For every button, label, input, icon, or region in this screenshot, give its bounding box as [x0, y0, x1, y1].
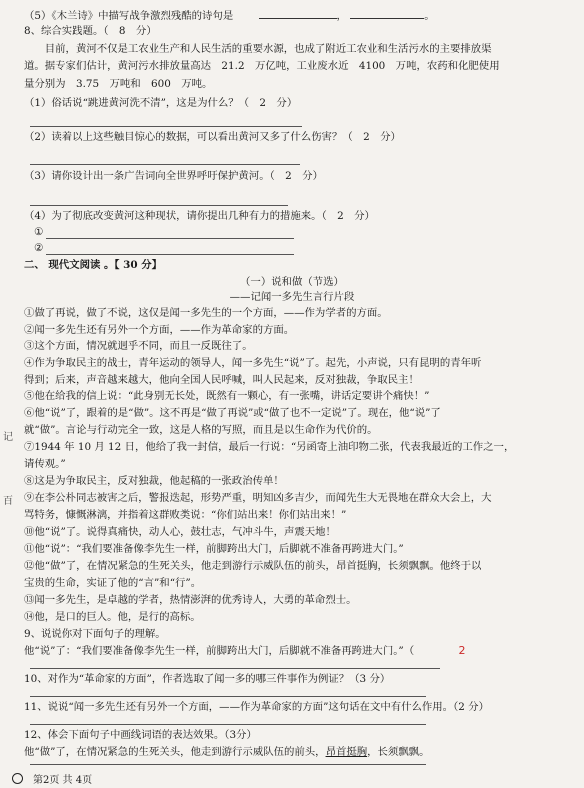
passage-line: ⑫他“做”了，在情况紧急的生死关头，他走到游行示威队伍的前头，昂首挺胸，长须飘飘。他终于以: [24, 560, 482, 572]
passage-line: 骂特务，慷慨淋漓，并指着这群败类说：“你们站出来！你们站出来！”: [24, 509, 347, 521]
q11-text: 11、说说“闻一多先生还有另外一个方面，——作为革命家的方面”这句话在文中有什么作用。（2 分）: [24, 701, 489, 713]
q5-sep: ，: [336, 10, 347, 22]
q8-title: 8、综合实践题。（ 8 分）: [24, 25, 157, 37]
margin-mark: 记: [3, 432, 13, 443]
q11-answer-line[interactable]: [30, 724, 426, 725]
q12-sentence-post: ，长须飘飘。: [367, 746, 430, 758]
passage-line: 得到；后来，声音越来越大，他向全国人民呼喊，叫人民起来，反对独裁，争取民主！: [24, 374, 419, 386]
passage-line: ⑧这是为争取民主，反对独裁，他起稿的一张政治传单！: [24, 475, 284, 487]
q8-para-line-1: 目前，黄河不仅是工农业生产和人民生活的重要水源，也成了附近工农业和生活污水的主要排放渠: [24, 43, 492, 55]
q8-sub-2: （2）读着以上这些触目惊心的数据，可以看出黄河又多了什么伤害？（ 2 分）: [24, 131, 401, 143]
page-footer: [12, 771, 92, 786]
passage-line: 就“做”。言论与行动完全一致，这是人格的写照，而且是以生命作为代价的。: [24, 424, 378, 436]
margin-mark: 百: [3, 496, 13, 507]
passage-line: ⑭他，是口的巨人。他，是行的高标。: [24, 611, 201, 623]
q5-end: 。: [424, 10, 435, 22]
passage-line: ⑬闻一多先生，是卓越的学者，热情澎湃的优秀诗人，大勇的革命烈士。: [24, 594, 357, 606]
q9-quote: [24, 645, 564, 658]
q8-answer-line-3[interactable]: [30, 205, 288, 206]
q12-answer-line[interactable]: [30, 764, 426, 765]
q8-option-2-marker: ②: [34, 242, 44, 254]
q8-option-1-line[interactable]: [46, 238, 294, 239]
q8-sub-4: （4）为了彻底改变黄河这种现状，请你提出几种有力的措施来。（ 2 分）: [24, 210, 375, 222]
q12-title: 12、体会下面句子中画线词语的表达效果。（3分）: [24, 729, 257, 741]
section-2-heading: 二、 现代文阅读 。【 30 分】: [24, 259, 163, 271]
q8-option-2-line[interactable]: [46, 254, 294, 255]
q8-option-1-marker: ①: [34, 226, 44, 238]
passage-line: ⑦1944 年 10 月 12 日，他给了我一封信，最后一行说：“另函寄上油印物二张，代表我最近的工作之一，: [24, 441, 515, 453]
q9-answer-line[interactable]: [30, 668, 440, 669]
passage-line: ①做了再说，做了不说，这仅是闻一多先生的一个方面，——作为学者的方面。: [24, 307, 388, 319]
passage-line: 请传观。”: [24, 458, 66, 470]
q5-blank-1[interactable]: [259, 8, 337, 19]
page-number: 第2页 共 4页: [33, 775, 93, 786]
passage-line: ④作为争取民主的战士，青年运动的领导人，闻一多先生“说”了。起先，小声说，只有昆明的青年听: [24, 357, 482, 369]
passage-line: ②闻一多先生还有另外一个方面，——作为革命家的方面。: [24, 324, 295, 336]
passage-title: （一）说和做（节选）: [240, 276, 344, 288]
q12-sentence: [24, 746, 564, 759]
passage-subtitle: ——记闻一多先生言行片段: [229, 291, 355, 303]
passage-line: ⑩他“说”了。说得真痛快，动人心，鼓壮志，气冲斗牛，声震天地！: [24, 526, 336, 538]
q5-text: （5）《木兰诗》中描写战争激烈残酷的诗句是: [24, 10, 234, 22]
passage-line: ③这个方面，情况就迥乎不同，而且一反既往了。: [24, 340, 253, 352]
q9-score-mark: 2: [458, 644, 466, 657]
q9-title: 9、说说你对下面句子的理解。: [24, 628, 166, 640]
q12-underlined-phrase: 昂首挺胸: [325, 746, 368, 758]
q8-para-line-3: 量分别为 3.75 万吨和 600 万吨。: [24, 78, 213, 90]
q9-quote-text: 他“说”了：“我们要准备像李先生一样，前脚跨出大门，后脚就不准备再跨进大门。”（: [24, 645, 415, 657]
passage-line: ⑥他“说”了，跟着的是“做”。这不再是“做了再说”或“做了也不一定说”了。现在，他“说”了: [24, 407, 441, 419]
q12-sentence-pre: 他“做”了，在情况紧急的生死关头，他走到游行示威队伍的前头，: [24, 746, 326, 758]
q5-blank-2[interactable]: [350, 8, 424, 19]
q8-answer-line-1[interactable]: [30, 126, 302, 127]
passage-line: ⑪他“说”：“我们要准备像李先生一样，前脚跨出大门，后脚就不准备再跨进大门。”: [24, 543, 404, 555]
q10-answer-line[interactable]: [30, 696, 426, 697]
q10-text: 10、对作为“革命家的方面”，作者选取了闻一多的哪三件事作为例证？（3 分）: [24, 673, 391, 685]
q8-sub-1: （1）俗话说“跳进黄河洗不清”，这是为什么？（ 2 分）: [24, 97, 298, 109]
circle-icon: [12, 773, 23, 784]
q8-sub-3: （3）请你设计出一条广告词向全世界呼吁保护黄河。（ 2 分）: [24, 170, 323, 182]
passage-line: 宝贵的生命，实证了他的“言”和“行”。: [24, 577, 202, 589]
q8-answer-line-2[interactable]: [30, 164, 300, 165]
passage-line: ⑨在李公朴同志被害之后，警报迭起，形势严重，明知凶多吉少，而闻先生大无畏地在群众大会上，大: [24, 492, 492, 504]
q5-line: [24, 8, 564, 23]
q8-para-line-2: 道。据专家们估计，黄河污水排放量高达 21.2 万亿吨，工业废水近 4100 万吨，农药和化肥使用: [24, 60, 500, 72]
passage-line: ⑤他在给我的信上说：“此身别无长处，既然有一颗心，有一张嘴，讲话定要讲个痛快！”: [24, 390, 430, 402]
